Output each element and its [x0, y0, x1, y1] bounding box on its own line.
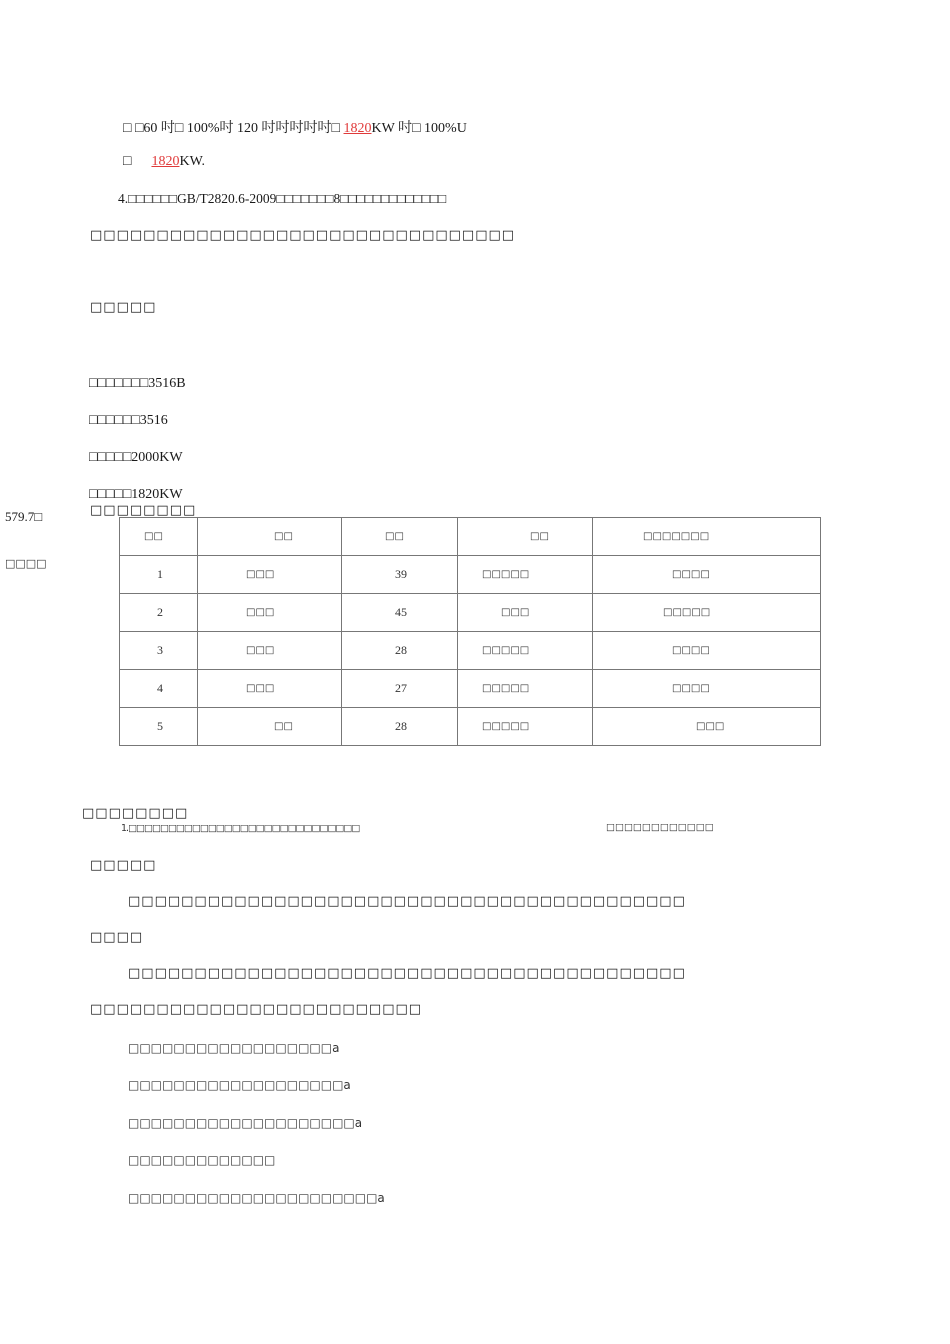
paragraph-line: □□□□□□□□□□□□□□□□□□□□□□□□□□□□□□□□	[90, 228, 516, 243]
table-cell: □□□	[198, 632, 342, 670]
table-header-cell: □□	[120, 518, 198, 556]
note-left: 1.□□□□□□□□□□□□□□□□□□□□□□□□□□□□□	[121, 823, 360, 834]
table-row	[120, 708, 821, 746]
list-item: □□□□□□□□□□□□□□□□□□□□□□a	[128, 1191, 385, 1205]
table-cell: 28	[342, 632, 458, 670]
line-power-ratio	[123, 117, 467, 137]
list-item: □□□□□□□□□□□□□□□□□□□□a	[128, 1116, 363, 1130]
side-note-number: 579.7□	[5, 509, 43, 524]
paragraph-1: □□□□□□□□□□□□□□□□□□□□□□□□□□□□□□□□□□□□□□□□□□	[128, 894, 686, 909]
table-header-cell: □□	[198, 518, 342, 556]
section-heading-d: □□□□	[90, 930, 144, 945]
table-cell: □□□	[458, 594, 593, 632]
section-heading-e: □□□□□□□□□□□□□□□□□□□□□□□□□	[90, 1002, 423, 1017]
section-heading-specs: □□□□□	[90, 300, 157, 315]
table-cell: □□□□□	[458, 632, 593, 670]
table-cell: 45	[342, 594, 458, 632]
table-cell: 5	[120, 708, 198, 746]
power-value-highlight: 1820	[343, 121, 372, 136]
line1-text: □ □60 吋□ 100%吋 120 吋吋吋吋吋□	[123, 121, 344, 136]
table-cell: □□□□□	[593, 594, 821, 632]
note-right: □□□□□□□□□□□□	[606, 822, 714, 833]
table-cell: □□□	[198, 594, 342, 632]
list-item: □□□□□□□□□□□□□	[128, 1153, 276, 1167]
table-cell: 39	[342, 556, 458, 594]
section-heading-c: □□□□□	[90, 858, 157, 873]
table-header-row	[120, 518, 821, 556]
table-cell: □□□□□	[458, 708, 593, 746]
table-row	[120, 556, 821, 594]
spec-engine: □□□□□□3516	[89, 413, 168, 428]
list-item: □□□□□□□□□□□□□□□□□□□a	[128, 1078, 351, 1092]
table-cell: 27	[342, 670, 458, 708]
table-cell: □□□□	[593, 556, 821, 594]
standard-reference-line: 4.□□□□□□GB/T2820.6-2009□□□□□□□8□□□□□□□□□□□□□	[118, 191, 447, 206]
table-cell: 3	[120, 632, 198, 670]
table-cell: □□□	[198, 670, 342, 708]
spec-continuous-power: □□□□□1820KW	[89, 487, 183, 502]
table-cell: □□□	[593, 708, 821, 746]
table-cell: 2	[120, 594, 198, 632]
table-cell: □□□	[198, 556, 342, 594]
data-table	[119, 517, 821, 746]
table-cell: □□□□□	[458, 670, 593, 708]
line2-text: □	[123, 154, 132, 169]
table-cell: 1	[120, 556, 198, 594]
table-header-cell: □□	[342, 518, 458, 556]
table-row	[120, 632, 821, 670]
table-cell: □□□□	[593, 670, 821, 708]
paragraph-2: □□□□□□□□□□□□□□□□□□□□□□□□□□□□□□□□□□□□□□□□□□	[128, 966, 686, 981]
table-cell: □□□□□	[458, 556, 593, 594]
table-row	[120, 594, 821, 632]
section-heading-notes: □□□□□□□□	[82, 806, 189, 821]
line2-text-end: KW.	[179, 154, 206, 169]
table-row	[120, 670, 821, 708]
table-header-cell: □□	[458, 518, 593, 556]
power-value-highlight-2: 1820	[151, 154, 180, 169]
table-cell: □□□□	[593, 632, 821, 670]
spec-rated-power: □□□□□2000KW	[89, 450, 183, 465]
table-cell: 28	[342, 708, 458, 746]
side-note-text: □□□□	[5, 557, 47, 570]
line-power-value	[123, 154, 205, 170]
table-header-cell: □□□□□□□	[593, 518, 821, 556]
table-cell: □□	[198, 708, 342, 746]
table-caption: □□□□□□□□	[90, 503, 197, 518]
line1-text-end: KW 吋□ 100%U	[371, 121, 467, 136]
list-item: □□□□□□□□□□□□□□□□□□a	[128, 1041, 340, 1055]
spec-model: □□□□□□□3516B	[89, 376, 186, 391]
table-cell: 4	[120, 670, 198, 708]
